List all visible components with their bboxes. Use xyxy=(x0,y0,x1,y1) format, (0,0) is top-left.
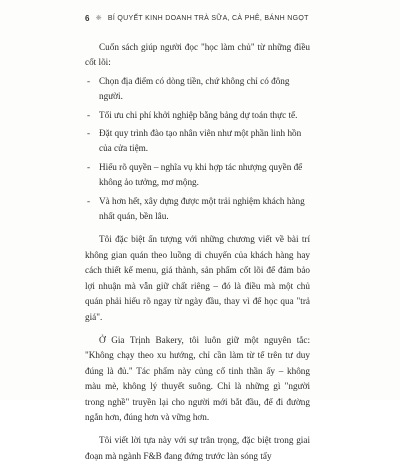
bullet-text: Tối ưu chi phí khởi nghiệp bằng bảng dự toán thực tế. xyxy=(99,109,298,120)
body-paragraph: Ở Gia Trịnh Bakery, tôi luôn giữ một nguyên tắc: "Không chạy theo xu hướng, chỉ cần làm từ tế trên tư duy đúng là đủ." Tác phẩm này củng cố tinh thần ấy – không màu mè, không lý thuyết suông. Chỉ là những gì "người trong nghề" truyền lại cho người mới bắt đầu, để đi đường ngắn hơn, đúng hơn và vững hơn. xyxy=(85,334,310,422)
body-paragraph: Tôi đặc biệt ấn tượng với những chương viết về bài trí không gian quán theo luồng di chuyển của khách hàng hay cách thiết kế menu, giá thành, sản phẩm cốt lõi để đảm bảo lợi nhuận mà vẫn giữ chất riêng – đó là điều mà một chủ quán phải hiểu rõ ngay từ ngày đầu, thay vì để học qua "trả giá". xyxy=(85,234,310,322)
dash-icon: - xyxy=(87,75,91,86)
bullet-item xyxy=(85,108,310,123)
running-header xyxy=(85,12,345,24)
page-number: 6 xyxy=(85,13,90,23)
bullet-item xyxy=(85,194,310,225)
intro-paragraph: Cuốn sách giúp người đọc "học làm chủ" từ những điều cốt lõi: xyxy=(85,42,310,68)
bullet-text: Chọn địa điểm có dòng tiền, chứ không chỉ có đông người. xyxy=(99,75,290,102)
bullet-item xyxy=(85,160,310,191)
bullet-text: Hiểu rõ quyền – nghĩa vụ khi hợp tác nhượng quyền để không ảo tưởng, mơ mộng. xyxy=(99,161,303,188)
bullet-item xyxy=(85,74,310,105)
body-paragraph: Tôi viết lời tựa này với sự trân trọng, đặc biệt trong giai đoạn mà ngành F&B đang đứng trước làn sóng tấy xyxy=(85,435,310,461)
bullet-item xyxy=(85,126,310,157)
bullet-text: Đặt quy trình đào tạo nhân viên như một phần linh hồn của cửa tiệm. xyxy=(99,128,302,154)
dash-icon: - xyxy=(87,109,91,120)
bullet-list xyxy=(85,74,310,225)
body-text xyxy=(85,40,310,464)
bullet-text: Và hơn hết, xây dựng được một trải nghiệm khách hàng nhất quán, bền lâu. xyxy=(99,195,305,222)
dash-icon: - xyxy=(87,128,91,139)
header-ornament-icon: ❋ xyxy=(95,15,102,22)
running-header-title: BÍ QUYẾT KINH DOANH TRÀ SỮA, CÀ PHÊ, BÁNH NGỌT xyxy=(107,14,309,22)
dash-icon: - xyxy=(87,161,91,172)
dash-icon: - xyxy=(87,195,91,206)
